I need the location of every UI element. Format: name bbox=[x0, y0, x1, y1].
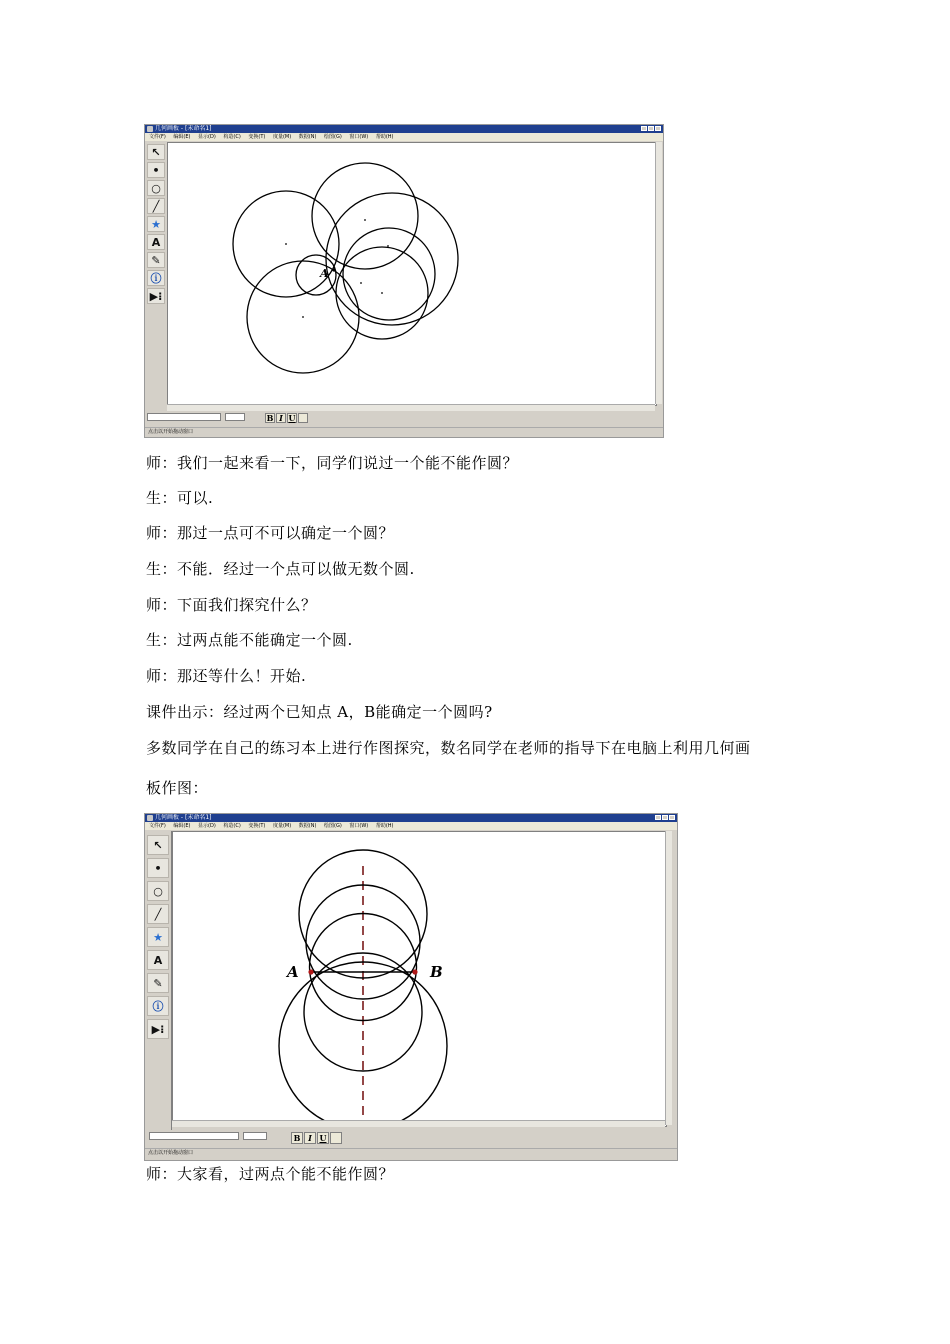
menu-item-help[interactable]: 帮助(H) bbox=[375, 823, 394, 829]
marker-tool[interactable]: ✎ bbox=[147, 252, 165, 268]
menu-item-data[interactable]: 数据(N) bbox=[298, 823, 317, 829]
font-name-select[interactable] bbox=[149, 1132, 239, 1140]
point-tool[interactable]: • bbox=[147, 162, 165, 178]
polygon-tool[interactable]: ★ bbox=[147, 216, 165, 232]
symbol-palette-button[interactable] bbox=[330, 1132, 342, 1144]
sketch-canvas[interactable] bbox=[167, 142, 657, 406]
circle bbox=[343, 228, 435, 320]
menu-item-graph[interactable]: 绘图(G) bbox=[324, 823, 342, 829]
menu-item-construct[interactable]: 构造(C) bbox=[223, 823, 241, 829]
menu-item-transform[interactable]: 变换(T) bbox=[248, 134, 266, 140]
toolbox bbox=[145, 831, 172, 1131]
status-bar: 点击以开始拖动窗口 bbox=[145, 1148, 677, 1157]
straightedge-tool[interactable]: ╱ bbox=[147, 904, 169, 924]
text-tool[interactable]: A bbox=[147, 950, 169, 970]
format-toolbar bbox=[145, 411, 663, 425]
window-title: 几何画板 - [未命名1] bbox=[155, 125, 212, 132]
title-bar bbox=[145, 125, 663, 133]
point-b bbox=[412, 969, 417, 974]
dialogue-line: 课件出示：经过两个已知点 A，B能确定一个圆吗? bbox=[146, 703, 493, 721]
circle bbox=[312, 163, 418, 269]
format-toolbar bbox=[145, 1130, 677, 1146]
text-tool[interactable]: A bbox=[147, 234, 165, 250]
bold-button[interactable]: B bbox=[291, 1132, 303, 1144]
screenshot-1 bbox=[144, 124, 664, 438]
dialogue-line: 师：那过一点可不可以确定一个圆？ bbox=[146, 524, 395, 542]
italic-button[interactable]: I bbox=[276, 413, 286, 423]
underline-button[interactable]: U bbox=[288, 413, 296, 423]
custom-tool[interactable]: ▶⁝ bbox=[147, 1019, 169, 1039]
close-button[interactable] bbox=[655, 126, 661, 131]
center-dot bbox=[381, 292, 383, 294]
maximize-button[interactable] bbox=[648, 126, 654, 131]
vertical-scrollbar[interactable] bbox=[655, 142, 662, 404]
dialogue-line: 多数同学在自己的练习本上进行作图探究，数名同学在老师的指导下在电脑上利用几何画 bbox=[146, 739, 751, 757]
dialogue-line: 生：可以. bbox=[146, 489, 214, 507]
font-size-select[interactable] bbox=[225, 413, 245, 421]
menu-item-display[interactable]: 显示(D) bbox=[198, 823, 216, 829]
menu-item-window[interactable]: 窗口(W) bbox=[349, 134, 369, 140]
dialogue-line: 师：下面我们探究什么？ bbox=[146, 596, 317, 614]
dialogue-line: 生：过两点能不能确定一个圆. bbox=[146, 631, 353, 649]
bold-button[interactable]: B bbox=[266, 413, 274, 423]
select-arrow-tool[interactable]: ↖ bbox=[147, 144, 165, 160]
menu-item-graph[interactable]: 绘图(G) bbox=[324, 134, 342, 140]
italic-button[interactable]: I bbox=[304, 1132, 316, 1144]
information-tool[interactable]: ⓘ bbox=[147, 996, 169, 1016]
information-tool[interactable]: ⓘ bbox=[147, 270, 165, 286]
app-icon bbox=[147, 815, 153, 821]
menu-item-transform[interactable]: 变换(T) bbox=[248, 823, 266, 829]
menu-item-construct[interactable]: 构造(C) bbox=[223, 134, 241, 140]
menu-item-edit[interactable]: 编辑(E) bbox=[173, 823, 191, 829]
polygon-tool[interactable]: ★ bbox=[147, 927, 169, 947]
font-name-select[interactable] bbox=[147, 413, 221, 421]
center-dot bbox=[387, 245, 389, 247]
dialogue-line: 师：大家看，过两点个能不能作圆？ bbox=[146, 1165, 395, 1183]
center-dot bbox=[302, 316, 304, 318]
close-button[interactable] bbox=[669, 815, 675, 820]
circles-through-two-points bbox=[173, 832, 666, 1126]
center-dot bbox=[364, 219, 366, 221]
toolbox bbox=[145, 142, 168, 412]
center-dot bbox=[285, 243, 287, 245]
compass-tool[interactable]: ○ bbox=[147, 180, 165, 196]
font-size-select[interactable] bbox=[243, 1132, 267, 1140]
underline-button[interactable]: U bbox=[317, 1132, 329, 1144]
horizontal-scrollbar[interactable] bbox=[172, 1120, 665, 1127]
point-tool[interactable]: • bbox=[147, 858, 169, 878]
menu-item-measure[interactable]: 度量(M) bbox=[272, 823, 292, 829]
sketch-canvas[interactable] bbox=[172, 831, 667, 1127]
menu-item-file[interactable]: 文件(F) bbox=[149, 134, 166, 140]
menu-item-data[interactable]: 数据(N) bbox=[298, 134, 317, 140]
menu-item-help[interactable]: 帮助(H) bbox=[375, 134, 394, 140]
horizontal-scrollbar[interactable] bbox=[167, 404, 655, 411]
menu-bar bbox=[145, 822, 677, 830]
dialogue-line: 师：那还等什么！开始. bbox=[146, 667, 307, 685]
menu-item-edit[interactable]: 编辑(E) bbox=[173, 134, 191, 140]
dialogue-line: 生：不能．经过一个点可以做无数个圆. bbox=[146, 560, 415, 578]
menu-item-window[interactable]: 窗口(W) bbox=[349, 823, 369, 829]
vertical-scrollbar[interactable] bbox=[665, 831, 672, 1125]
point-b-label: B bbox=[430, 963, 443, 981]
center-dot bbox=[360, 282, 362, 284]
dialogue-line: 板作图： bbox=[146, 779, 209, 797]
window-title: 几何画板 - [未命名1] bbox=[155, 814, 212, 821]
app-icon bbox=[147, 126, 153, 132]
title-bar bbox=[145, 814, 677, 822]
point-a-label: A bbox=[320, 267, 329, 280]
minimize-button[interactable] bbox=[655, 815, 661, 820]
menu-bar bbox=[145, 133, 663, 141]
screenshot-2 bbox=[144, 813, 678, 1161]
status-bar: 点击以开始拖动窗口 bbox=[145, 427, 663, 436]
menu-item-measure[interactable]: 度量(M) bbox=[272, 134, 292, 140]
symbol-palette-button[interactable] bbox=[298, 413, 308, 423]
point-a bbox=[308, 969, 313, 974]
point-a-label: A bbox=[287, 963, 299, 981]
dialogue-line: 师：我们一起来看一下，同学们说过一个能不能作圆？ bbox=[146, 454, 519, 472]
select-arrow-tool[interactable]: ↖ bbox=[147, 835, 169, 855]
circles-drawing bbox=[168, 143, 656, 405]
custom-tool[interactable]: ▶⁝ bbox=[147, 288, 165, 304]
compass-tool[interactable]: ○ bbox=[147, 881, 169, 901]
menu-item-display[interactable]: 显示(D) bbox=[198, 134, 216, 140]
straightedge-tool[interactable]: ╱ bbox=[147, 198, 165, 214]
maximize-button[interactable] bbox=[662, 815, 668, 820]
marker-tool[interactable]: ✎ bbox=[147, 973, 169, 993]
menu-item-file[interactable]: 文件(F) bbox=[149, 823, 166, 829]
point-a bbox=[332, 268, 335, 271]
minimize-button[interactable] bbox=[641, 126, 647, 131]
